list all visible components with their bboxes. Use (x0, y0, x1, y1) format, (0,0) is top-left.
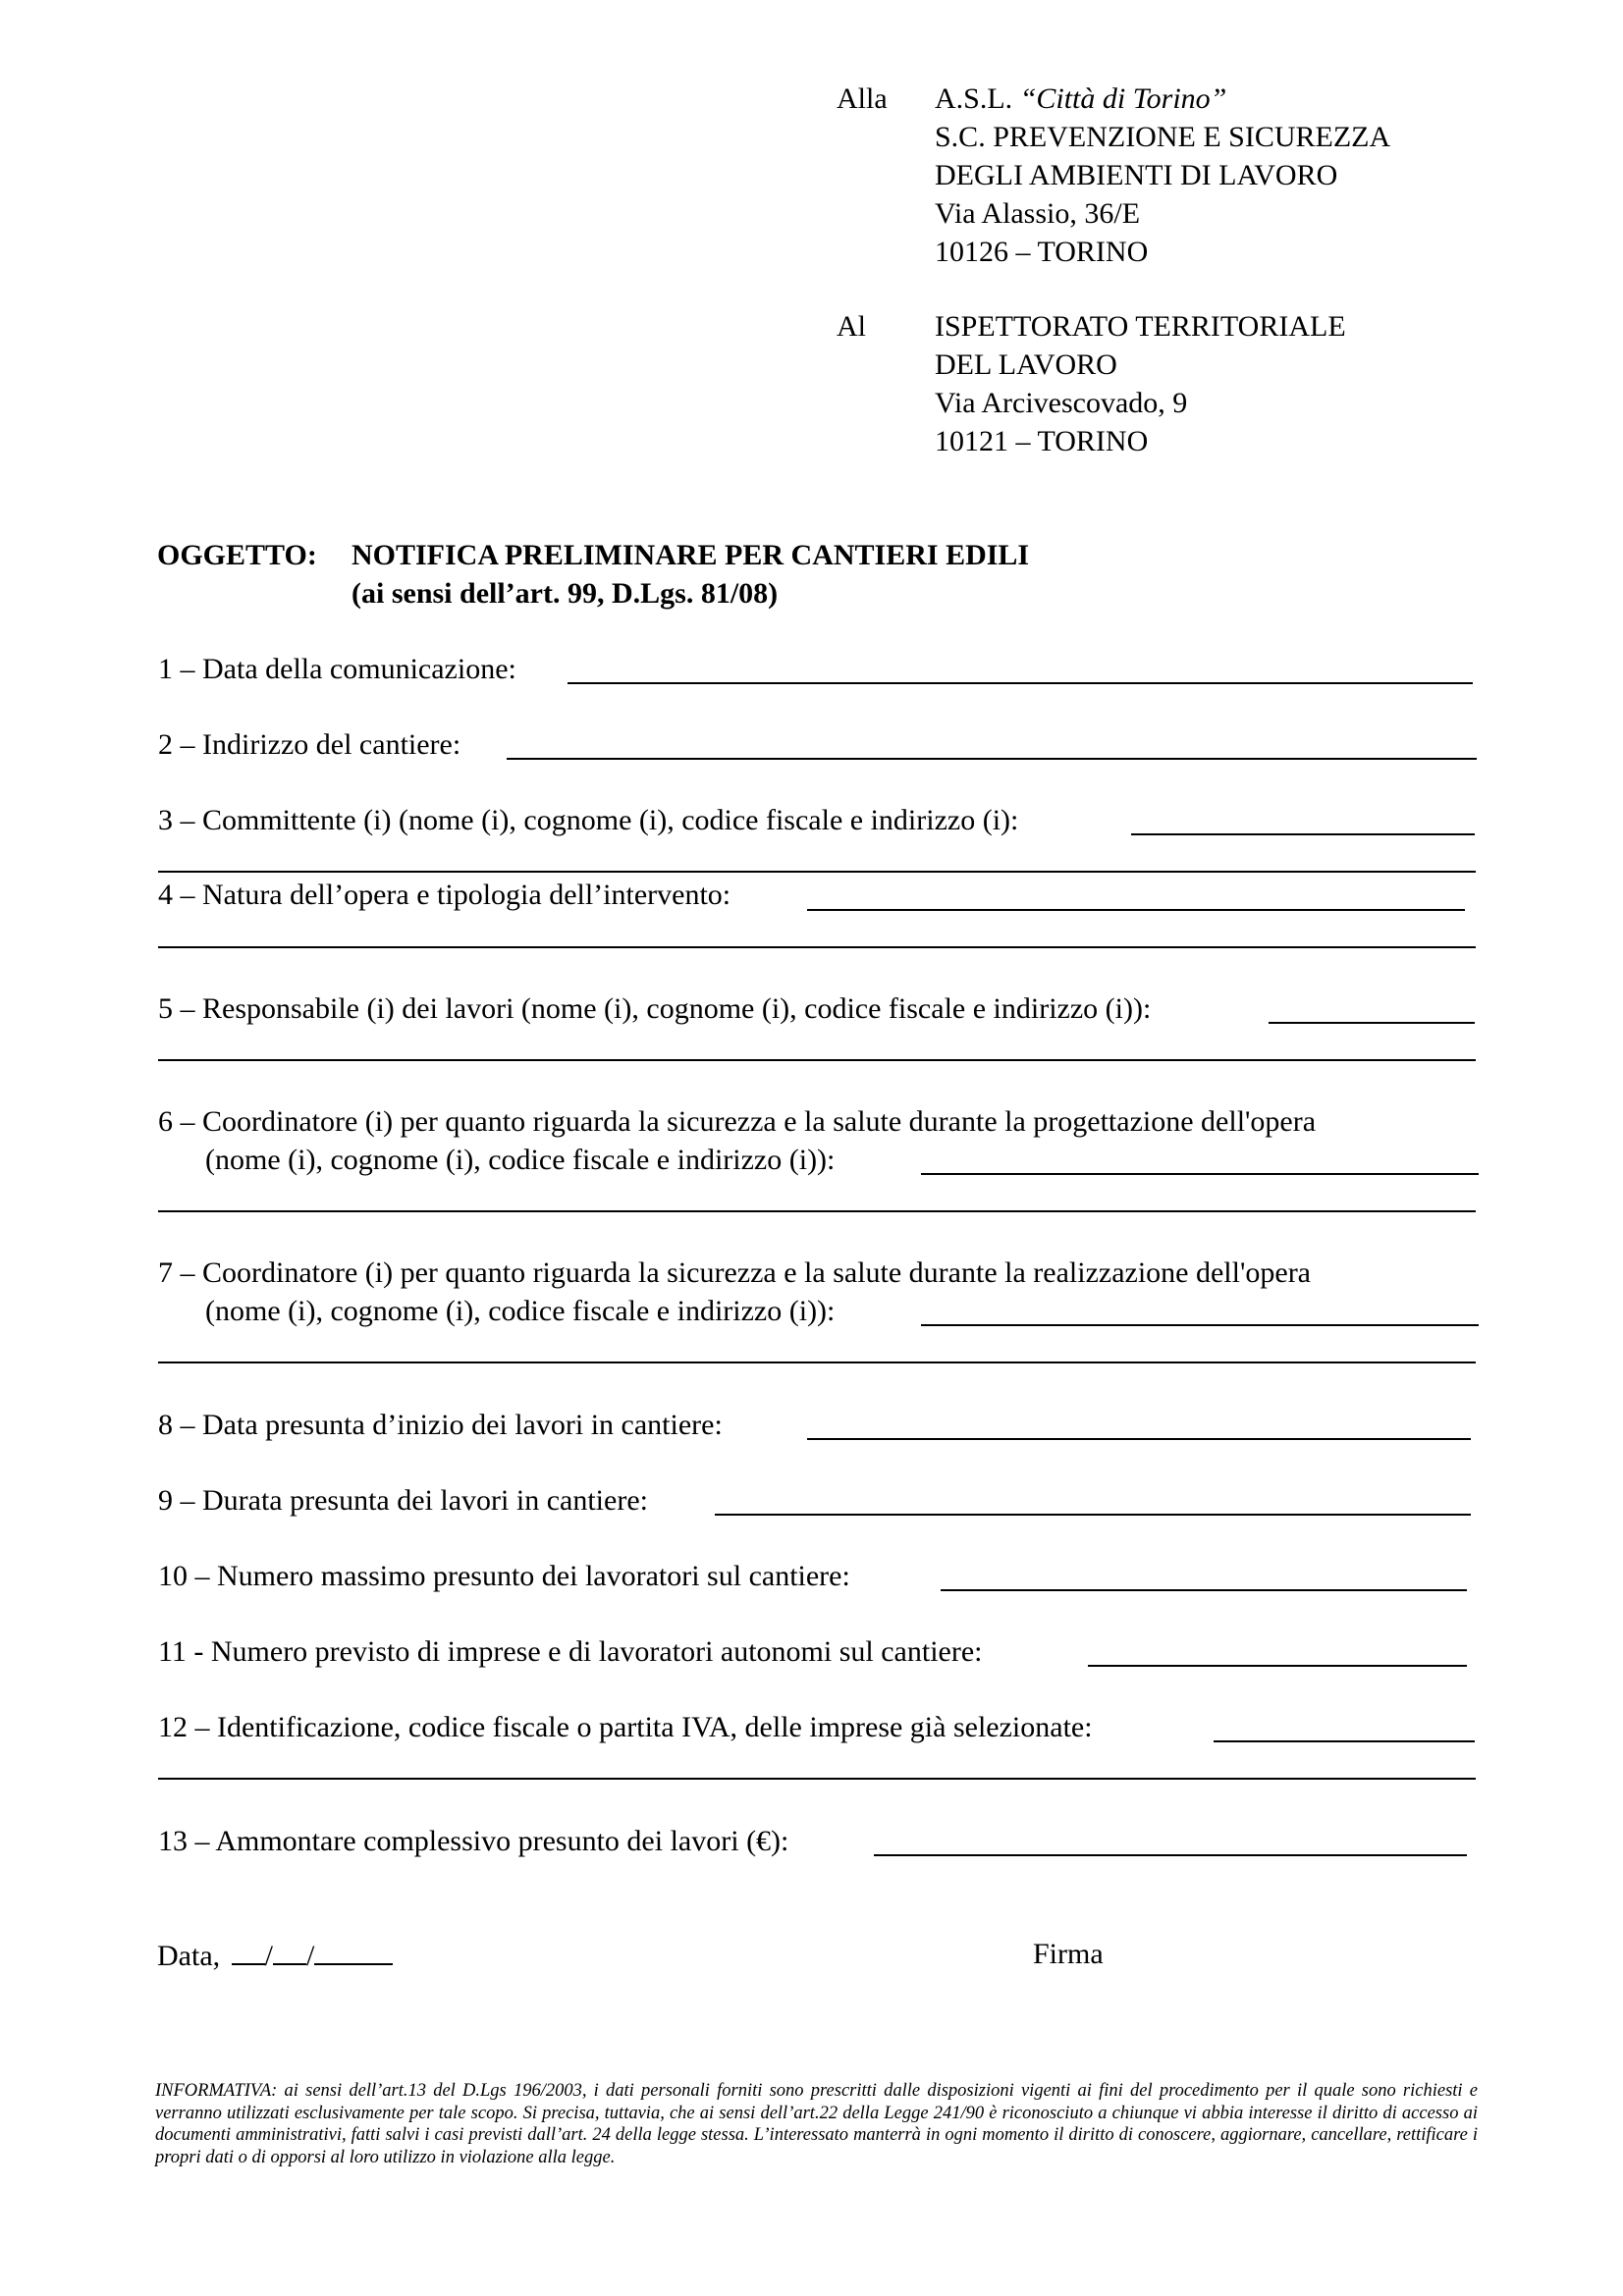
date-label: Data, (157, 1940, 221, 1972)
month-blank[interactable] (273, 1940, 306, 1965)
field-11-blank[interactable] (1088, 1665, 1467, 1667)
recipient-line: Via Arcivescovado, 9 (935, 387, 1188, 419)
field-5-blank-line[interactable] (158, 1059, 1476, 1061)
field-7-blank-line[interactable] (158, 1362, 1476, 1363)
recipient-prefix: Alla (837, 82, 888, 115)
field-5-label: 5 – Responsabile (i) dei lavori (nome (i), cognome (i), codice fiscale e indirizzo (i)): (158, 992, 1152, 1025)
field-3-label: 3 – Committente (i) (nome (i), cognome (i), codice fiscale e indirizzo (i): (158, 804, 1019, 836)
recipient-line: 10121 – TORINO (935, 425, 1149, 457)
recipient-line: ISPETTORATO TERRITORIALE (935, 310, 1346, 343)
privacy-notice: INFORMATIVA: ai sensi dell’art.13 del D.Lgs 196/2003, i dati personali forniti sono prescritti dalle disposizioni vigenti ai fini del procedimento per il quale sono richiesti e verranno utilizzati esclusivamente per tale scopo. Si precisa, tuttavia, che ai sensi dell’art.22 della Legge 241/90 è riconosciuto a chiunque vi abbia interesse il diritto di accesso ai documenti amministrativi, fatti salvi i casi previsti dall’art. 24 della legge stessa. L’interessato manterrà in ogni momento il diritto di conoscere, aggiornare, cancellare, rettificare i propri dati o di opporsi al loro utilizzo in violazione alla legge. (155, 2081, 1478, 2167)
field-3-blank-line[interactable] (158, 871, 1476, 873)
field-1-label: 1 – Data della comunicazione: (158, 653, 516, 685)
field-12-blank[interactable] (1214, 1740, 1475, 1742)
field-10-label: 10 – Numero massimo presunto dei lavoratori sul cantiere: (158, 1560, 850, 1592)
recipient-line: S.C. PREVENZIONE E SICUREZZA (935, 121, 1391, 153)
field-9-label: 9 – Durata presunta dei lavori in cantiere: (158, 1484, 648, 1517)
field-8-label: 8 – Data presunta d’inizio dei lavori in cantiere: (158, 1409, 723, 1441)
recipient-line: DEGLI AMBIENTI DI LAVORO (935, 159, 1338, 191)
recipient-line: A.S.L. “Città di Torino” (935, 82, 1227, 115)
field-10-blank[interactable] (941, 1589, 1467, 1591)
field-9-blank[interactable] (715, 1514, 1471, 1516)
field-6-label-2: (nome (i), cognome (i), codice fiscale e indirizzo (i)): (205, 1144, 836, 1176)
date-field[interactable] (157, 1940, 393, 1971)
field-6-label: 6 – Coordinatore (i) per quanto riguarda la sicurezza e la salute durante la progettazione dell'opera (158, 1105, 1317, 1138)
day-blank[interactable] (232, 1940, 265, 1965)
field-2-label: 2 – Indirizzo del cantiere: (158, 728, 461, 761)
field-7-label-2: (nome (i), cognome (i), codice fiscale e indirizzo (i)): (205, 1295, 836, 1327)
field-6-blank[interactable] (921, 1173, 1479, 1175)
recipient-line: 10126 – TORINO (935, 236, 1149, 268)
field-12-label: 12 – Identificazione, codice fiscale o partita IVA, delle imprese già selezionate: (158, 1711, 1093, 1743)
field-11-label: 11 - Numero previsto di imprese e di lavoratori autonomi sul cantiere: (158, 1635, 983, 1668)
year-blank[interactable] (314, 1940, 393, 1965)
field-4-blank-line[interactable] (158, 946, 1476, 948)
subject-title: NOTIFICA PRELIMINARE PER CANTIERI EDILI (352, 539, 1030, 571)
field-1-blank[interactable] (568, 682, 1473, 684)
field-2-blank[interactable] (507, 758, 1477, 760)
field-13-label: 13 – Ammontare complessivo presunto dei lavori (€): (158, 1825, 789, 1857)
subject-label: OGGETTO: (157, 539, 317, 571)
field-7-blank[interactable] (921, 1324, 1479, 1326)
field-5-blank[interactable] (1269, 1022, 1475, 1024)
field-4-label: 4 – Natura dell’opera e tipologia dell’intervento: (158, 879, 731, 911)
date-separator: / (305, 1940, 315, 1972)
signature-label: Firma (1033, 1938, 1104, 1970)
field-13-blank[interactable] (874, 1854, 1467, 1856)
recipient-line: DEL LAVORO (935, 348, 1117, 381)
field-12-blank-line[interactable] (158, 1778, 1476, 1780)
field-8-blank[interactable] (807, 1438, 1471, 1440)
field-3-blank[interactable] (1131, 833, 1475, 835)
recipient-line: Via Alassio, 36/E (935, 197, 1141, 230)
subject-subtitle: (ai sensi dell’art. 99, D.Lgs. 81/08) (352, 577, 779, 610)
field-4-blank[interactable] (807, 909, 1465, 911)
field-7-label: 7 – Coordinatore (i) per quanto riguarda la sicurezza e la salute durante la realizzazione dell'opera (158, 1256, 1311, 1289)
field-6-blank-line[interactable] (158, 1210, 1476, 1212)
recipient-prefix: Al (837, 310, 866, 343)
date-separator: / (264, 1940, 273, 1972)
